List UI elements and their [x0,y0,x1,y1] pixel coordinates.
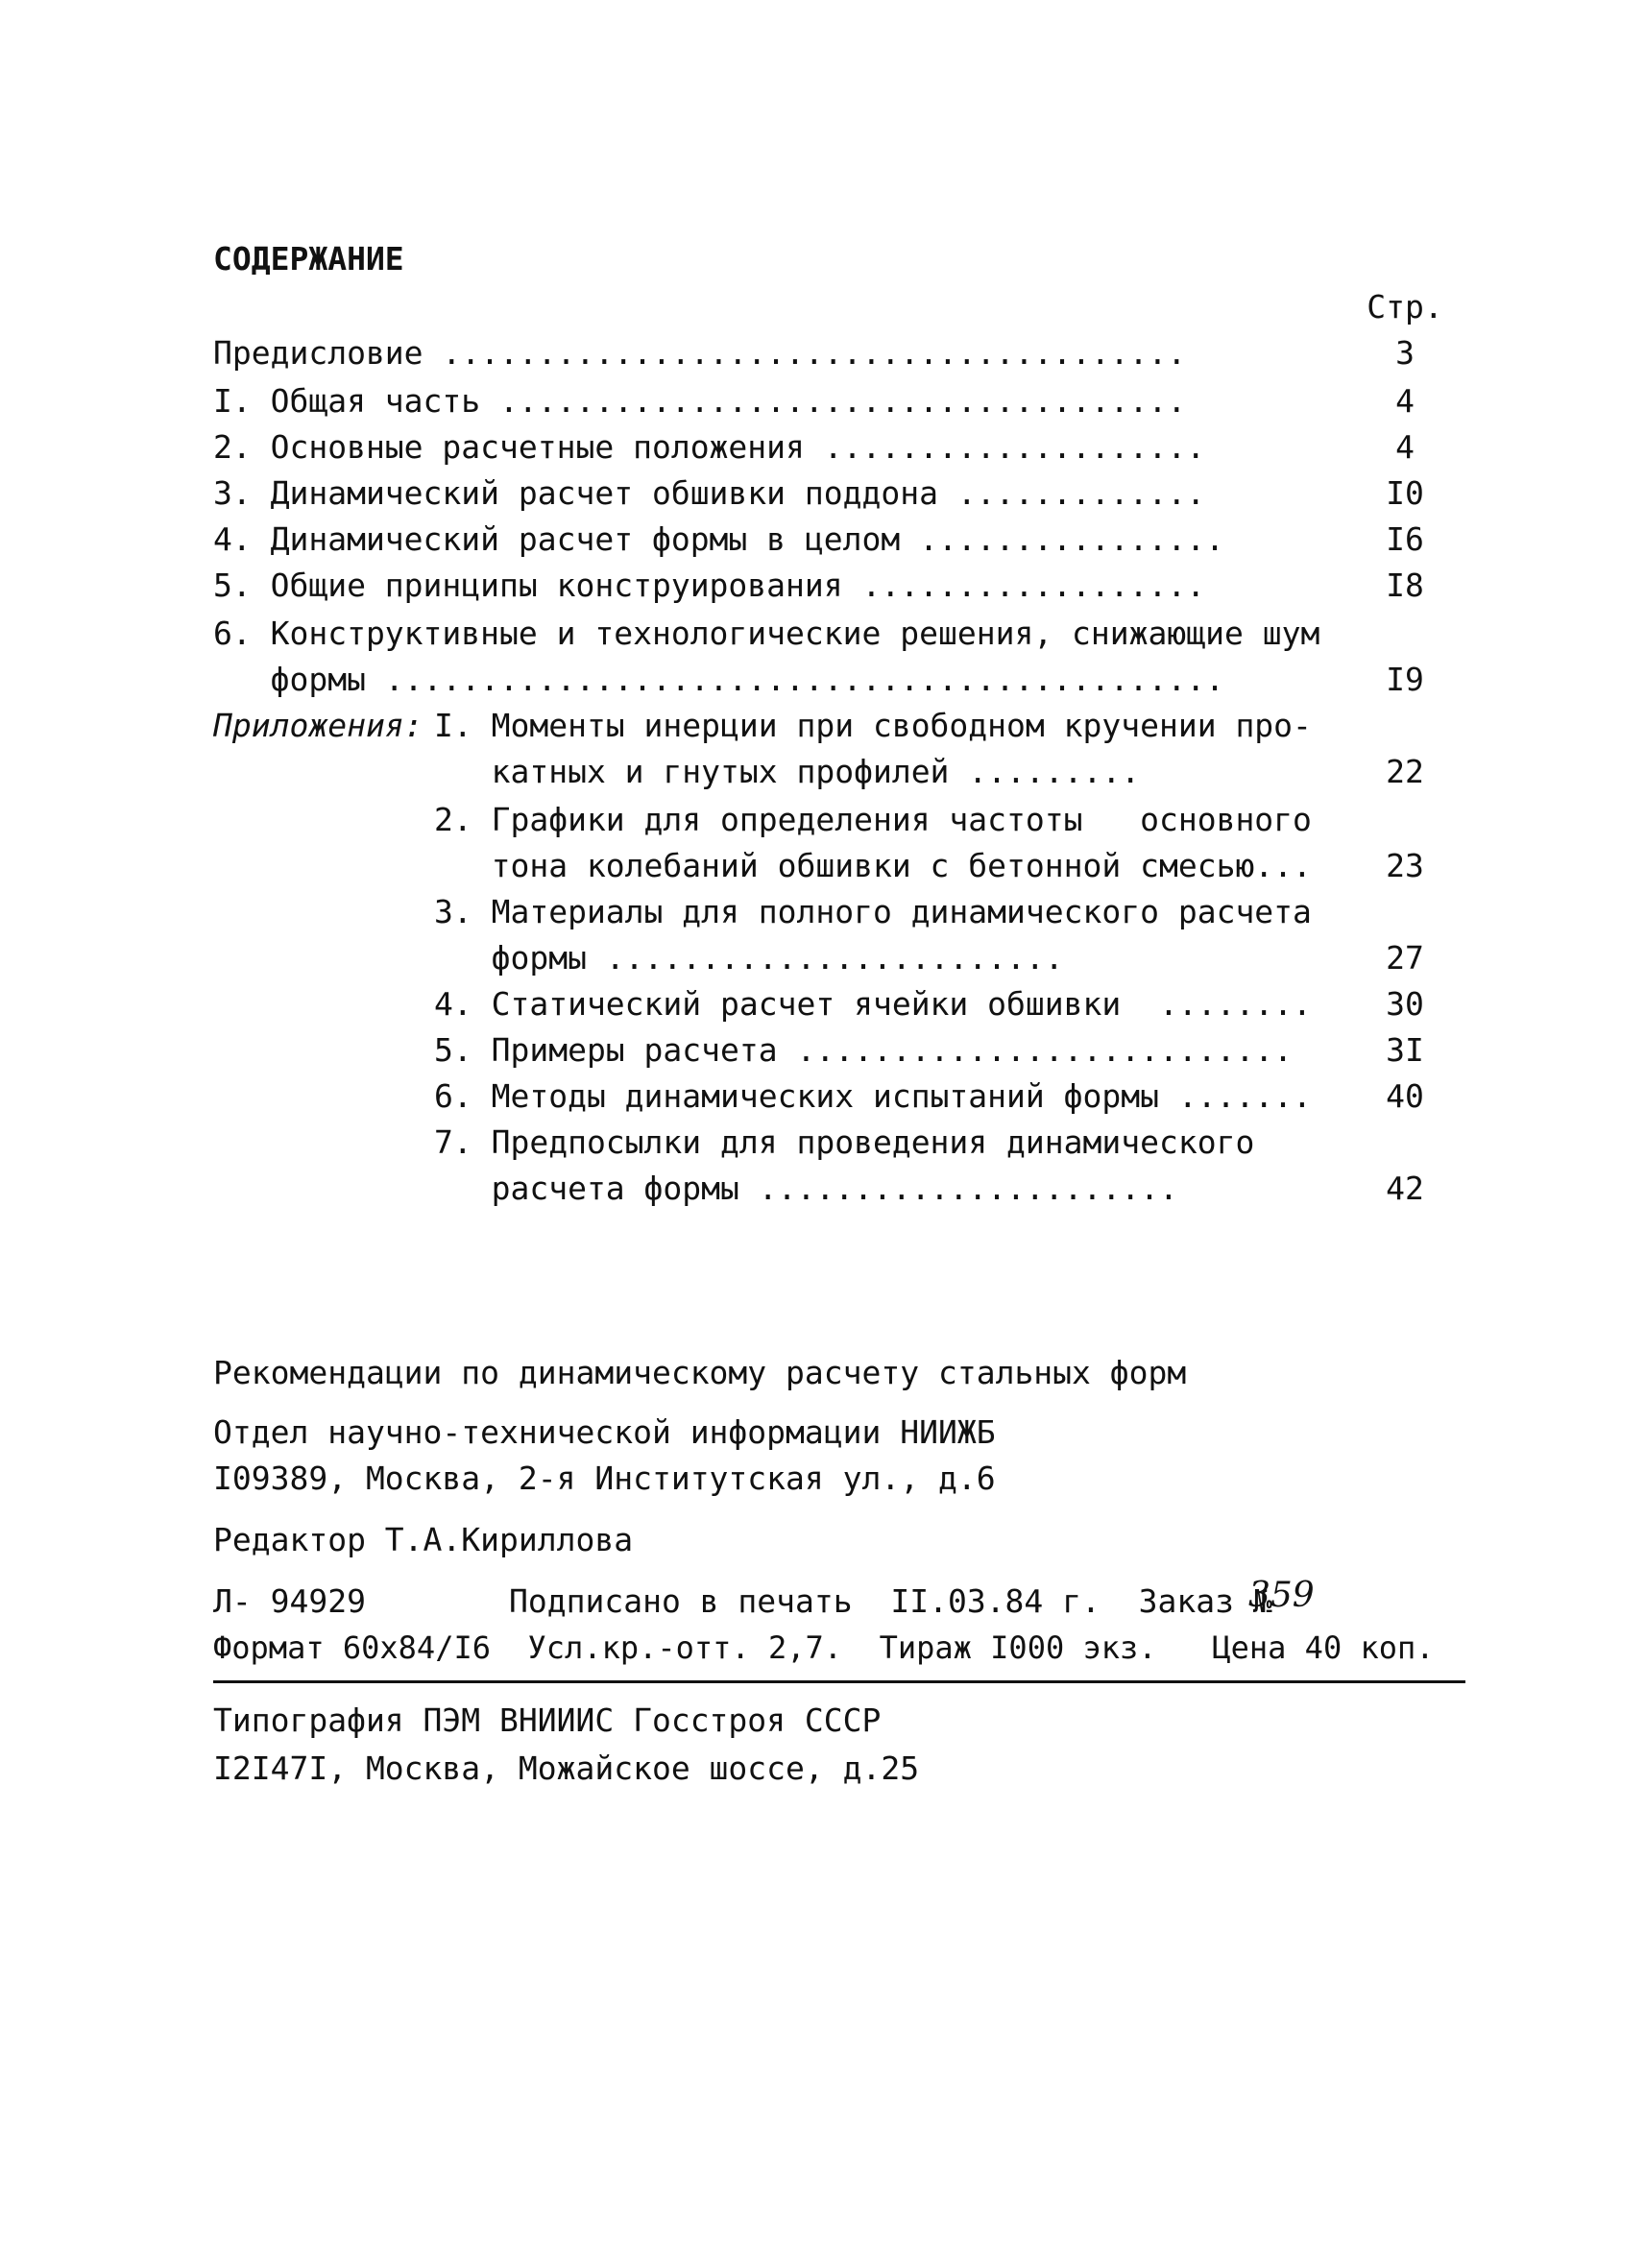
toc-entry: I. Общая часть .................................... [213,382,1187,420]
divider-rule [213,1680,1465,1683]
appendix-entry-cont: катных и гнутых профилей ......... [434,753,1141,790]
toc-page: 3I [1386,1031,1424,1069]
imprint-title: Рекомендации по динамическому расчету стальных форм [213,1354,1187,1391]
imprint-format: Формат 60х84/I6 Усл.кр.-отт. 2,7. Тираж I000 экз. Цена 40 коп. [213,1629,1435,1666]
imprint-address: I09389, Москва, 2-я Институтская ул., д.6 [213,1460,996,1497]
page-column-header: Стр. [1367,288,1443,326]
toc-page: I9 [1386,661,1424,698]
imprint-printer: Типография ПЭМ ВНИИИС Госстроя СССР [213,1701,882,1739]
imprint-order-number: 359 [1248,1576,1315,1615]
toc-page: 3 [1395,334,1415,372]
appendix-entry: 2. Графики для определения частоты основного [434,801,1312,838]
imprint-license: Л- 94929 [213,1582,366,1620]
toc-entry: 6. Конструктивные и технологические решения, снижающие шум [213,615,1320,652]
appendix-entry: 3. Материалы для полного динамического расчета [434,893,1312,930]
appendix-label: Приложения: [213,707,423,744]
contents-title: СОДЕРЖАНИЕ [213,240,404,277]
toc-page: I8 [1386,567,1424,604]
toc-page: 4 [1395,428,1415,466]
imprint-printer-address: I2I47I, Москва, Можайское шоссе, д.25 [213,1749,920,1787]
toc-page: 23 [1386,847,1424,884]
imprint-signed: Подписано в печать II.03.84 г. Заказ № [509,1582,1272,1620]
appendix-entry-cont: формы ........................ [434,939,1064,977]
appendix-entry-cont: расчета формы ...................... [434,1170,1178,1207]
imprint-dept: Отдел научно-технической информации НИИЖБ [213,1413,996,1451]
toc-entry: 2. Основные расчетные положения .................... [213,428,1206,466]
toc-entry: формы ............................................ [213,661,1224,698]
toc-page: 27 [1386,939,1424,977]
toc-page: 40 [1386,1077,1424,1115]
appendix-entry: 7. Предпосылки для проведения динамического [434,1123,1255,1161]
appendix-entry: 4. Статический расчет ячейки обшивки ........ [434,985,1312,1023]
appendix-entry: I. Моменты инерции при свободном кручении про- [434,707,1312,744]
toc-page: 22 [1386,753,1424,790]
appendix-entry: 5. Примеры расчета .......................... [434,1031,1294,1069]
imprint-editor: Редактор Т.А.Кириллова [213,1521,634,1558]
toc-entry: 4. Динамический расчет формы в целом ................ [213,520,1224,558]
toc-page: I6 [1386,520,1424,558]
toc-page: I0 [1386,474,1424,512]
toc-page: 30 [1386,985,1424,1023]
toc-page: 4 [1395,382,1415,420]
appendix-entry-cont: тона колебаний обшивки с бетонной смесью... [434,847,1312,884]
toc-page: 42 [1386,1170,1424,1207]
toc-entry: Предисловие ....................................... [213,334,1187,372]
appendix-entry: 6. Методы динамических испытаний формы ....... [434,1077,1312,1115]
toc-entry: 3. Динамический расчет обшивки поддона ............. [213,474,1206,512]
toc-entry: 5. Общие принципы конструирования .................. [213,567,1206,604]
